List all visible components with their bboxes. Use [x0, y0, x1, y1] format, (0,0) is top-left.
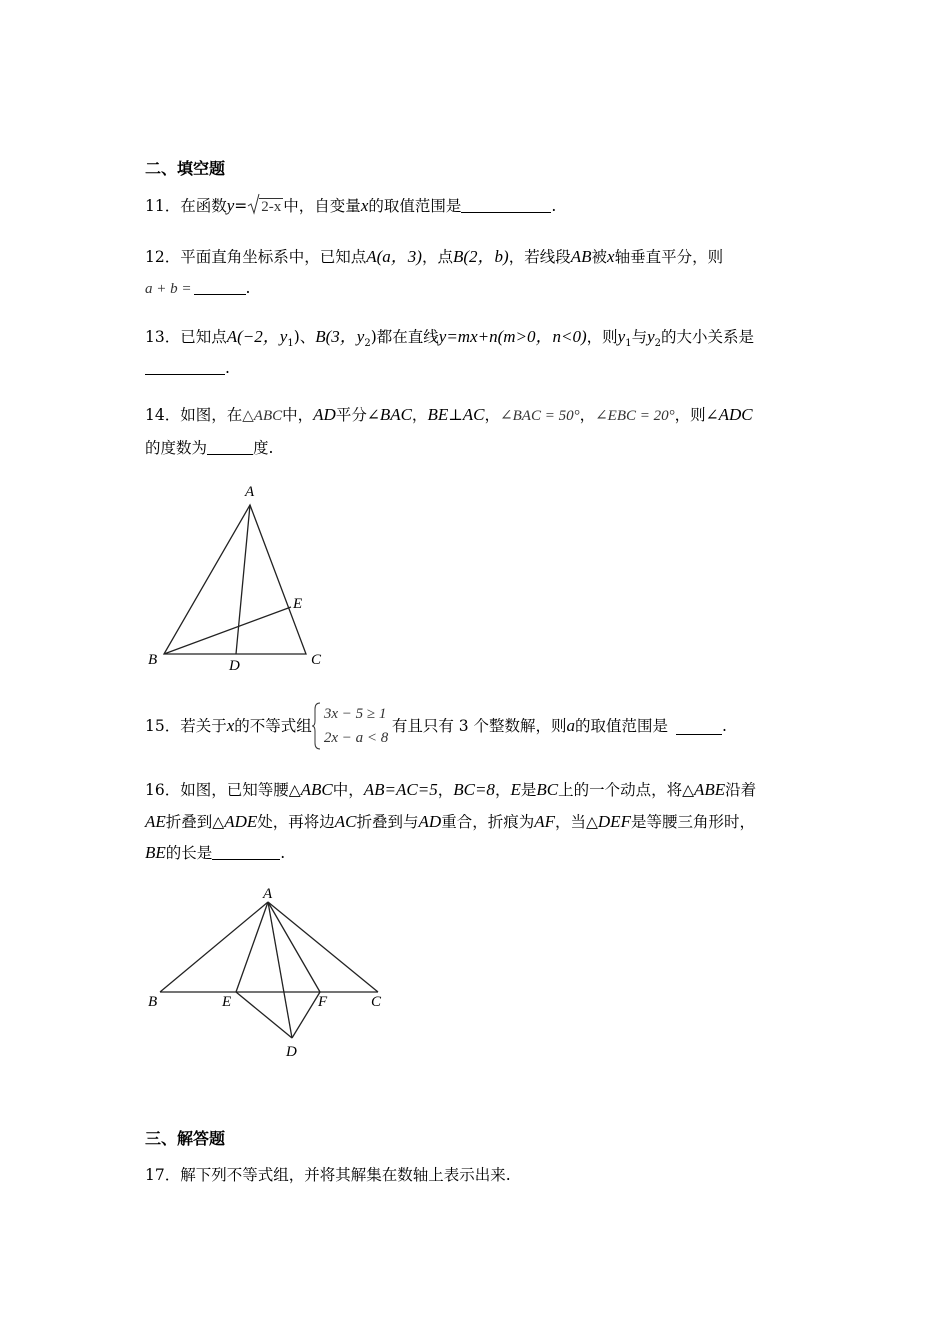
- question-16-line3: BE的长是 .: [145, 843, 286, 862]
- section-heading-answer: 三、解答题: [145, 1129, 226, 1148]
- label-d: D: [229, 658, 240, 674]
- answer-blank: [212, 843, 280, 860]
- question-number: 17．: [145, 1166, 181, 1184]
- question-16: 16．如图，已知等腰△ABC中，AB=AC=5，BC=8，E是BC上的一个动点，将△ABE沿着: [145, 780, 757, 799]
- answer-blank: [194, 278, 246, 295]
- answer-blank: [461, 196, 551, 213]
- label-d: D: [286, 1044, 297, 1060]
- label-a: A: [245, 484, 255, 500]
- inequality-system: 3x − 5 ≥ 1 2x − a < 8: [312, 701, 392, 751]
- answer-blank: [145, 358, 225, 375]
- question-number: 14．: [145, 406, 181, 424]
- figure-14-triangle: [140, 478, 340, 678]
- question-12: 12．平面直角坐标系中，已知点A(a，3)，点B(2，b)，若线段AB被x轴垂直平分，则: [145, 247, 724, 266]
- label-b: B: [148, 994, 158, 1010]
- question-number: 16．: [145, 781, 181, 799]
- segment-be: [164, 607, 291, 654]
- answer-blank: [207, 438, 253, 455]
- segment-ad: [236, 505, 250, 654]
- answer-blank: [676, 718, 722, 735]
- question-13-line2: .: [145, 357, 230, 379]
- segment-ed: [236, 992, 292, 1038]
- question-15: 15． 若关于 x 的不等式组 3x − 5 ≥ 1 2x − a < 8 有且只有 3 个整数解，则 a 的取值范围是 .: [145, 700, 727, 752]
- brace-icon: [312, 701, 322, 751]
- sqrt-expression: 2-x: [247, 195, 283, 218]
- question-12-line2: a + b = .: [145, 279, 251, 297]
- question-14-line2: 的度数为 度.: [145, 439, 274, 457]
- label-a: A: [263, 886, 273, 902]
- question-number: 12．: [145, 248, 181, 266]
- label-b: B: [148, 652, 158, 668]
- question-number: 15．: [145, 717, 181, 735]
- label-e: E: [222, 994, 232, 1010]
- question-16-line2: AE折叠到△ADE处，再将边AC折叠到与AD重合，折痕为AF，当△DEF是等腰三角形时，: [145, 812, 755, 831]
- figure-16-folding: [140, 880, 400, 1065]
- segment-fd: [292, 992, 320, 1038]
- label-c: C: [311, 652, 322, 668]
- segment-ac: [268, 902, 378, 992]
- section-heading-fill-blank: 二、填空题: [145, 159, 226, 178]
- question-11: 11．在函数y= 2-x 中，自变量x的取值范围是 .: [145, 195, 556, 218]
- triangle-abc: [164, 505, 306, 654]
- question-number: 13．: [145, 328, 181, 346]
- question-17: 17．解下列不等式组，并将其解集在数轴上表示出来.: [145, 1166, 511, 1184]
- question-13: 13．已知点A(−2，$y_1$)、B(3，$y_2$)都在直线y=mx+n(m>0，n<0)，则$y_1$与$y_2$的大小关系是: [145, 327, 755, 350]
- question-number: 11．: [145, 197, 181, 215]
- label-c: C: [371, 994, 382, 1010]
- label-f: F: [318, 994, 328, 1010]
- question-14: 14．如图，在△ABC中，AD平分∠BAC，BE⊥AC，∠BAC = 50°，∠EBC = 20°，则∠ADC: [145, 405, 753, 424]
- label-e: E: [293, 596, 303, 612]
